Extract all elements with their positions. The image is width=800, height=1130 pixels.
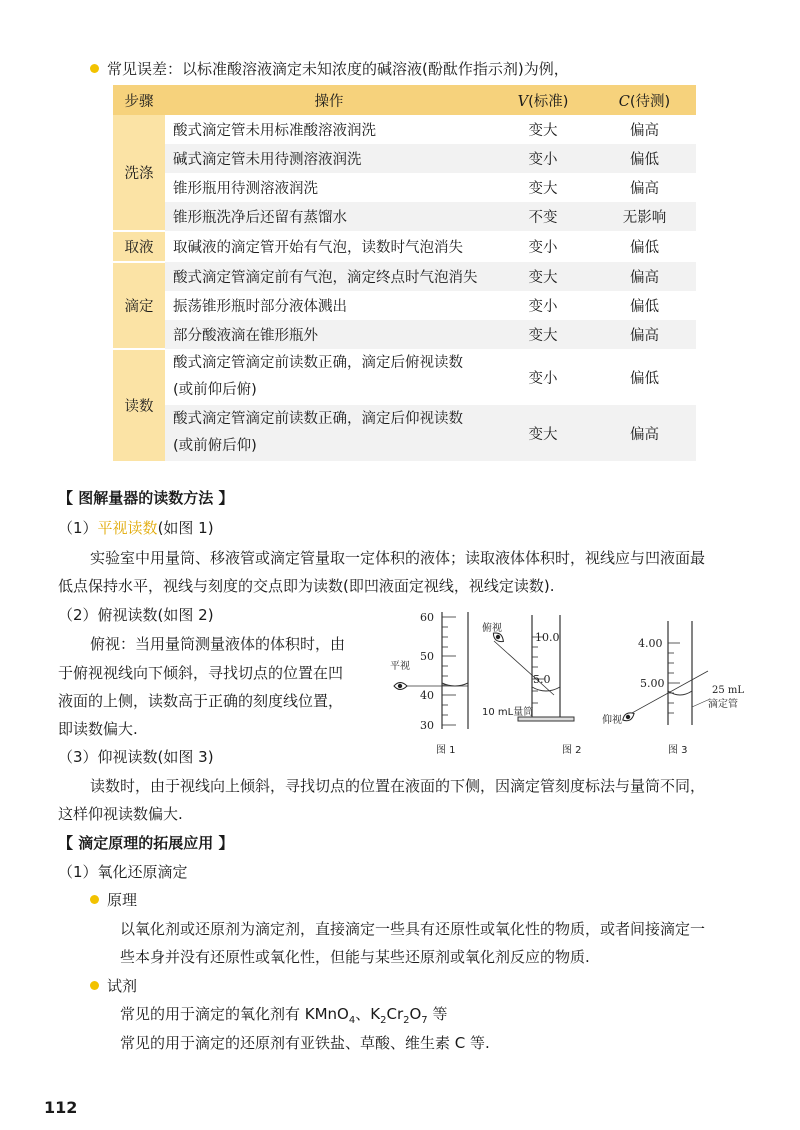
op-cell: 振荡锥形瓶时部分液体溅出: [173, 299, 347, 315]
table-row: [113, 349, 696, 405]
bullet-reagents: 试剂: [90, 974, 137, 998]
bullet-principle: 原理: [90, 888, 137, 912]
v-cell: 变大: [493, 320, 593, 349]
section-title-reading: 【 图解量器的读数方法 】: [58, 489, 234, 507]
figure-3: [602, 621, 744, 756]
header-step: 步骤: [113, 85, 165, 115]
fig3-tick-label: 4.00: [638, 637, 663, 650]
paragraph-line: 即读数偏大.: [58, 720, 138, 738]
fig1-tick-label: 40: [420, 689, 434, 702]
c-cell: 偏高: [593, 405, 696, 461]
intro-line: [90, 58, 569, 79]
paragraph-line: 实验室中用量筒、移液管或滴定管量取一定体积的液体；读取液体体积时，视线应与凹液面最: [90, 549, 706, 567]
header-v: V(标准): [493, 85, 593, 115]
table-row: [113, 173, 696, 202]
highlight-term: 平视读数: [97, 519, 158, 537]
item-redox: （1）氧化还原滴定: [58, 863, 188, 881]
fig2-tick-label: 10.0: [535, 631, 560, 644]
fig3-caption: 图 3: [668, 745, 688, 756]
table-row: [113, 291, 696, 320]
c-cell: 无影响: [593, 202, 696, 231]
figure-2: [482, 615, 582, 756]
page-number: 112: [44, 1098, 78, 1117]
op-cell: 部分酸液滴在锥形瓶外: [165, 320, 493, 349]
table-header-row: [113, 85, 696, 115]
v-cell: 变小: [493, 144, 593, 173]
v-cell: 变大: [528, 181, 558, 197]
op-cell: 酸式滴定管未用标准酸溶液润洗: [173, 123, 376, 139]
table-row: [113, 115, 696, 144]
table-row: [113, 231, 696, 262]
op-cell: 锥形瓶用待测溶液润洗: [173, 181, 318, 197]
c-cell: 偏低: [630, 299, 659, 315]
paragraph-line: 液面的上侧，读数高于正确的刻度线位置，: [58, 692, 344, 710]
fig2-eye-label: 俯视: [482, 623, 502, 634]
paragraph-line: 常见的用于滴定的还原剂有亚铁盐、草酸、维生素 C 等.: [120, 1034, 490, 1052]
paragraph-line: 这样仰视读数偏大.: [58, 805, 183, 823]
v-cell: 变大: [493, 405, 593, 461]
fig2-tick-label: 5.0: [533, 673, 551, 686]
fig1-tick-label: 60: [420, 611, 434, 624]
table-row: [113, 405, 696, 461]
bullet-dot-icon: [90, 895, 99, 904]
paragraph-line: 读数时，由于视线向上倾斜，寻找切点的位置在液面的下侧，因滴定管刻度标法与量筒不同，: [90, 777, 706, 795]
error-table: [113, 85, 696, 461]
op-cell: 碱式滴定管未用待测溶液润洗: [165, 144, 493, 173]
step-cell: 取液: [113, 231, 165, 262]
bullet-dot-icon: [90, 64, 99, 73]
paragraph-line: 俯视：当用量筒测量液体的体积时，由: [90, 635, 346, 653]
fig1-tick-label: 30: [420, 719, 434, 732]
fig3-eye-label: 仰视: [602, 715, 622, 726]
table-row: [113, 202, 696, 231]
paragraph-line: 于俯视视线向下倾斜，寻找切点的位置在凹: [58, 664, 344, 682]
v-cell: 变小: [528, 370, 558, 387]
fig2-caption: 图 2: [562, 745, 582, 756]
c-cell: 偏高: [630, 181, 659, 197]
intro-text: 常见误差：以标准酸溶液滴定未知浓度的碱溶液(酚酞作指示剂)为例，: [107, 60, 569, 78]
v-cell: 变小: [528, 240, 558, 256]
step-cell: 滴定: [113, 262, 165, 349]
item-level-reading: （1）平视读数(如图 1): [58, 519, 214, 537]
paragraph-line: 以氧化剂或还原剂为滴定剂，直接滴定一些具有还原性或氧化性的物质，或者间接滴定一: [120, 920, 706, 938]
c-cell: 偏高: [630, 123, 659, 139]
section-title-extension: 【 滴定原理的拓展应用 】: [58, 834, 234, 852]
op-cell: 锥形瓶洗净后还留有蒸馏水: [165, 202, 493, 231]
step-cell: 读数: [113, 349, 165, 461]
step-cell: 洗涤: [113, 115, 165, 231]
op-cell: 酸式滴定管滴定前读数正确，滴定后仰视读数 (或前俯后仰): [165, 405, 493, 461]
paragraph-line: 低点保持水平，视线与刻度的交点即为读数(即凹液面定视线，视线定读数).: [58, 577, 555, 595]
table-row: [113, 144, 696, 173]
v-cell: 不变: [493, 202, 593, 231]
fig1-eye-label: 平视: [390, 661, 410, 672]
item-bottom-view: （3）仰视读数(如图 3): [58, 748, 214, 766]
op-cell: 取碱液的滴定管开始有气泡，读数时气泡消失: [173, 240, 463, 256]
fig3-tick-label: 5.00: [640, 677, 665, 690]
table-row: [113, 320, 696, 349]
v-cell: 变大: [493, 262, 593, 291]
bullet-dot-icon: [90, 981, 99, 990]
figure-1: [390, 611, 468, 756]
c-cell: 偏低: [630, 240, 659, 256]
reading-methods-figure: [390, 607, 780, 757]
c-cell: 偏低: [593, 144, 696, 173]
table-row: [113, 262, 696, 291]
header-c: C(待测): [593, 85, 696, 115]
c-cell: 偏高: [593, 262, 696, 291]
c-cell: 偏低: [630, 370, 659, 387]
header-op: 操作: [165, 85, 493, 115]
op-cell: 酸式滴定管滴定前读数正确，滴定后俯视读数 (或前仰后俯): [173, 355, 463, 398]
item-top-view: （2）俯视读数(如图 2): [58, 606, 214, 624]
fig1-caption: 图 1: [436, 745, 456, 756]
fig1-tick-label: 50: [420, 650, 434, 663]
c-cell: 偏高: [593, 320, 696, 349]
v-cell: 变大: [528, 123, 558, 139]
paragraph-line: 常见的用于滴定的氧化剂有 KMnO$_4$、$K_2Cr_2O_7$ 等: [120, 1005, 448, 1026]
op-cell: 酸式滴定管滴定前有气泡，滴定终点时气泡消失: [165, 262, 493, 291]
fig3-vessel-label: 25 mL: [712, 685, 745, 696]
fig3-vessel-label: 滴定管: [708, 699, 738, 710]
fig2-vessel-label: 10 mL量筒: [482, 707, 534, 718]
v-cell: 变小: [528, 299, 558, 315]
paragraph-line: 些本身并没有还原性或氧化性，但能与某些还原剂或氧化剂反应的物质.: [120, 948, 590, 966]
